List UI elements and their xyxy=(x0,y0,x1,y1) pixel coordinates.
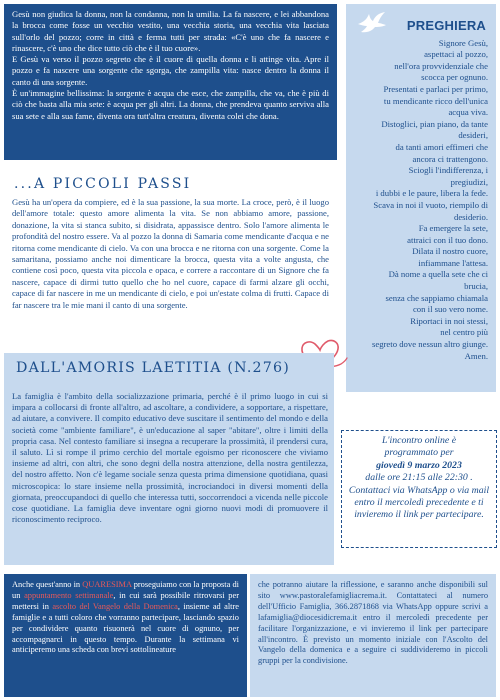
bottom-right-text-4: oppure scrivi a xyxy=(431,601,488,611)
prayer-line: segreto dove nessun altro giunge. xyxy=(371,339,488,350)
prayer-line: aspettaci al pozzo, xyxy=(424,49,488,60)
prayer-line: con il suo vero nome. xyxy=(412,304,488,315)
bottom-left-text-2: proseguiamo con la proposta di un xyxy=(12,580,239,600)
prayer-line: desideri, xyxy=(458,130,488,141)
ascolto-highlight: ascolto del Vangelo della Domenica xyxy=(52,601,178,611)
online-meeting-callout xyxy=(341,430,497,548)
section-heading-amoris: DALL'AMORIS LAETITIA (N.276) xyxy=(16,360,290,376)
online-line-1: L'incontro online è xyxy=(381,435,457,446)
intro-paragraph-2: E Gesù va verso il pozzo segreto che è il cuore di quella donna e li attinge vita. Apre il pozzo e fa nascere una sorgente che sgorga, che zampilla vita: nasce dentro la donna il canto di una sorgente. xyxy=(12,54,329,87)
prayer-line: pregiudizi, xyxy=(450,176,488,187)
prayer-line: scocca per ognuno. xyxy=(421,72,488,83)
email-link[interactable]: lafamiglia@diocesidicrema.it xyxy=(258,612,358,622)
prayer-line: Riportaci in noi stessi, xyxy=(410,315,488,326)
phone-number[interactable]: 366.2871868 xyxy=(334,601,379,611)
section-heading-piccoli-passi: ...A PICCOLI PASSI xyxy=(14,176,192,192)
appuntamento-highlight: appuntamento settimanale xyxy=(24,590,114,600)
bottom-left-text-3: , in cui sarà possibile ritrovarsi per mettersi in xyxy=(12,590,240,611)
online-date: giovedì 9 marzo 2023 xyxy=(376,459,462,471)
prayer-line: infiammane l'attesa. xyxy=(418,257,488,268)
bottom-left-text-4: , insieme ad altre famiglie e a tutti coloro che vorranno partecipare, lasciando spazio per condividere quanto risuonerà nel cuore di ognuno, per accompagnarci in questo tempo. Durante la settimana vi anticiperemo una scheda con brevi sottolineature xyxy=(12,601,240,655)
prayer-line: nel centro più xyxy=(440,327,488,338)
prayer-line: da tanti amori effimeri che xyxy=(395,141,488,152)
bottom-info-left xyxy=(4,574,247,697)
bottom-info-right xyxy=(250,574,496,697)
website-link[interactable]: www.pastoralefamigliacrema.it xyxy=(279,590,385,600)
prayer-line: Dilata il nostro cuore, xyxy=(412,246,488,257)
prayer-line: i dubbi e le paure, libera la fede. xyxy=(375,188,488,199)
prayer-line: nell'ora provvidenziale che xyxy=(394,60,488,71)
intro-paragraph-3: È un'immagine bellissima: la sorgente è acqua che esce, che zampilla, che va, che è più di ciò che basta alla mia sete: è acqua per gli altri. La donna, che prendeva quanto serviva alla sua sete e alla sua fame, diventa ora tutt'altra creatura, diventa colei che dona. xyxy=(12,88,329,121)
prayer-line: Scava in noi il vuoto, riempilo di xyxy=(373,199,488,210)
intro-paragraph-1: Gesù non giudica la donna, non la condanna, non la umilia. La fa nascere, e lei abbandona la brocca come fosse un vecchio vestito, una vecchia storia, una vecchia vita lasciata sull'orlo del pozzo; corre in città e ferma tutti per strada: «C'è uno che fa nascere e rinascere, c'è uno che dice tutto ciò che è il tuo cuore». xyxy=(12,9,329,53)
prayer-line: ancora ci trattengono. xyxy=(412,153,488,164)
bottom-right-text-1: che potranno aiutare la riflessione, e saranno anche disponibili sul sito xyxy=(258,580,488,600)
prayer-body xyxy=(352,38,488,363)
prayer-line: brucia, xyxy=(464,281,488,292)
prayer-title: PREGHIERA xyxy=(406,18,486,33)
quaresima-highlight: QUARESIMA xyxy=(82,580,132,589)
online-line-2: programmato per xyxy=(384,447,454,459)
bottom-right-text-3: via xyxy=(378,601,397,611)
prayer-line: Dà nome a quella sete che ci xyxy=(388,269,488,280)
prayer-line: Presentati e parlaci per primo, xyxy=(383,83,488,94)
prayer-line: Amen. xyxy=(464,350,488,361)
amoris-text: La famiglia è l'ambito della socializzazione primaria, perché è il primo luogo in cui si impara a collocarsi di fronte all'altro, ad ascoltare, a condividere, a sopportare, a rispettare, ad aiutare, a convivere. Il compito educativo deve suscitare il sentimento del mondo e della società come "ambiente familiare", è un'educazione al saper "abitare", oltre i limiti della propria casa. Nel contesto familiare si insegna a recuperare la prossimità, il prendersi cura, il saluto. Lì si rompe il primo cerchio del mortale egoismo per riconoscere che viviamo insieme ad altri, con altri, che sono degni della nostra attenzione, della nostra gentilezza, del nostro affetto. Non c'è legame sociale senza questa prima dimensione quotidiana, quasi microscopica: lo stare insieme nella prossimità, incrociandoci in diversi momenti della giornata, preoccupandoci di quello che interessa tutti, soccorrendoci a vicenda nelle piccole cose quotidiane. La famiglia deve inventare ogni giorno nuovi modi di promuovere il riconoscimento reciproco. xyxy=(12,391,328,525)
prayer-line: tu mendicante ricco dell'unica xyxy=(383,95,488,106)
prayer-line: Distoglici, pian piano, da tante xyxy=(381,118,488,129)
whatsapp-link[interactable]: WhatsApp xyxy=(396,601,432,611)
prayer-line: Sciogli l'indifferenza, i xyxy=(408,165,488,176)
online-contact: Contattaci via WhatsApp o via mail entro il mercoledì precedente e ti invieremo il link per partecipare. xyxy=(348,484,490,521)
bottom-right-text-5: entro il mercoledì precedente per facilitare l'organizzazione, e vi invieremo il link per partecipare all'incontro. È previsto un momento iniziale con l'Ascolto del Vangelo della domenica e a seguire ci suddivideremo in piccoli gruppi per la condivisione. xyxy=(258,612,488,666)
dove-icon xyxy=(356,10,388,36)
prayer-line: Signore Gesù, xyxy=(438,37,488,48)
intro-box xyxy=(4,4,337,160)
prayer-line: acqua viva. xyxy=(448,107,488,118)
bottom-right-text-2: . Contattateci al numero dell'Ufficio Famiglia, xyxy=(258,590,489,611)
prayer-line: attraici con il tuo dono. xyxy=(407,234,488,245)
bottom-left-text-1: Anche quest'anno in xyxy=(12,580,83,589)
prayer-line: Fa emergere la sete, xyxy=(418,223,488,234)
prayer-box xyxy=(346,4,496,392)
prayer-line: senza che sappiamo chiamala xyxy=(385,292,488,303)
prayer-line: desiderio. xyxy=(453,211,488,222)
online-time: dalle ore 21:15 alle 22:30 . xyxy=(365,472,473,484)
amoris-laetitia-box xyxy=(4,353,334,565)
piccoli-passi-text: Gesù ha un'opera da compiere, ed è la sua passione, la sua morte. La croce, però, è il luogo dell'amore totale: questo amore alimenta la vita. Se non abbiamo amore, passione, donazione, la vita si stanca subito, si disidrata, appassisce dentro. Solo l'amore alimenta le profondità del nostro essere. Va al pozzo la donna di Samaria come mendicante d'acqua e ne ritorna come mendicante di cielo. Va con una brocca e ne ritorna con una sorgente. Come la samaritana, possiamo anche noi dimenticare la brocca, questa vita a volte angusta, che contiene così poco, questa vita piccola e opaca, e correre a raccontare di un Signore che fa nascere, capace di dirmi tutto quello che ho nel cuore, capace di farmi alzare gli occhi, capace di far nascere in me un mendicante di cielo, e poi un'estate colma di frutti. Capace di far nascere tra le mie mani il canto di una sorgente. xyxy=(4,195,337,347)
